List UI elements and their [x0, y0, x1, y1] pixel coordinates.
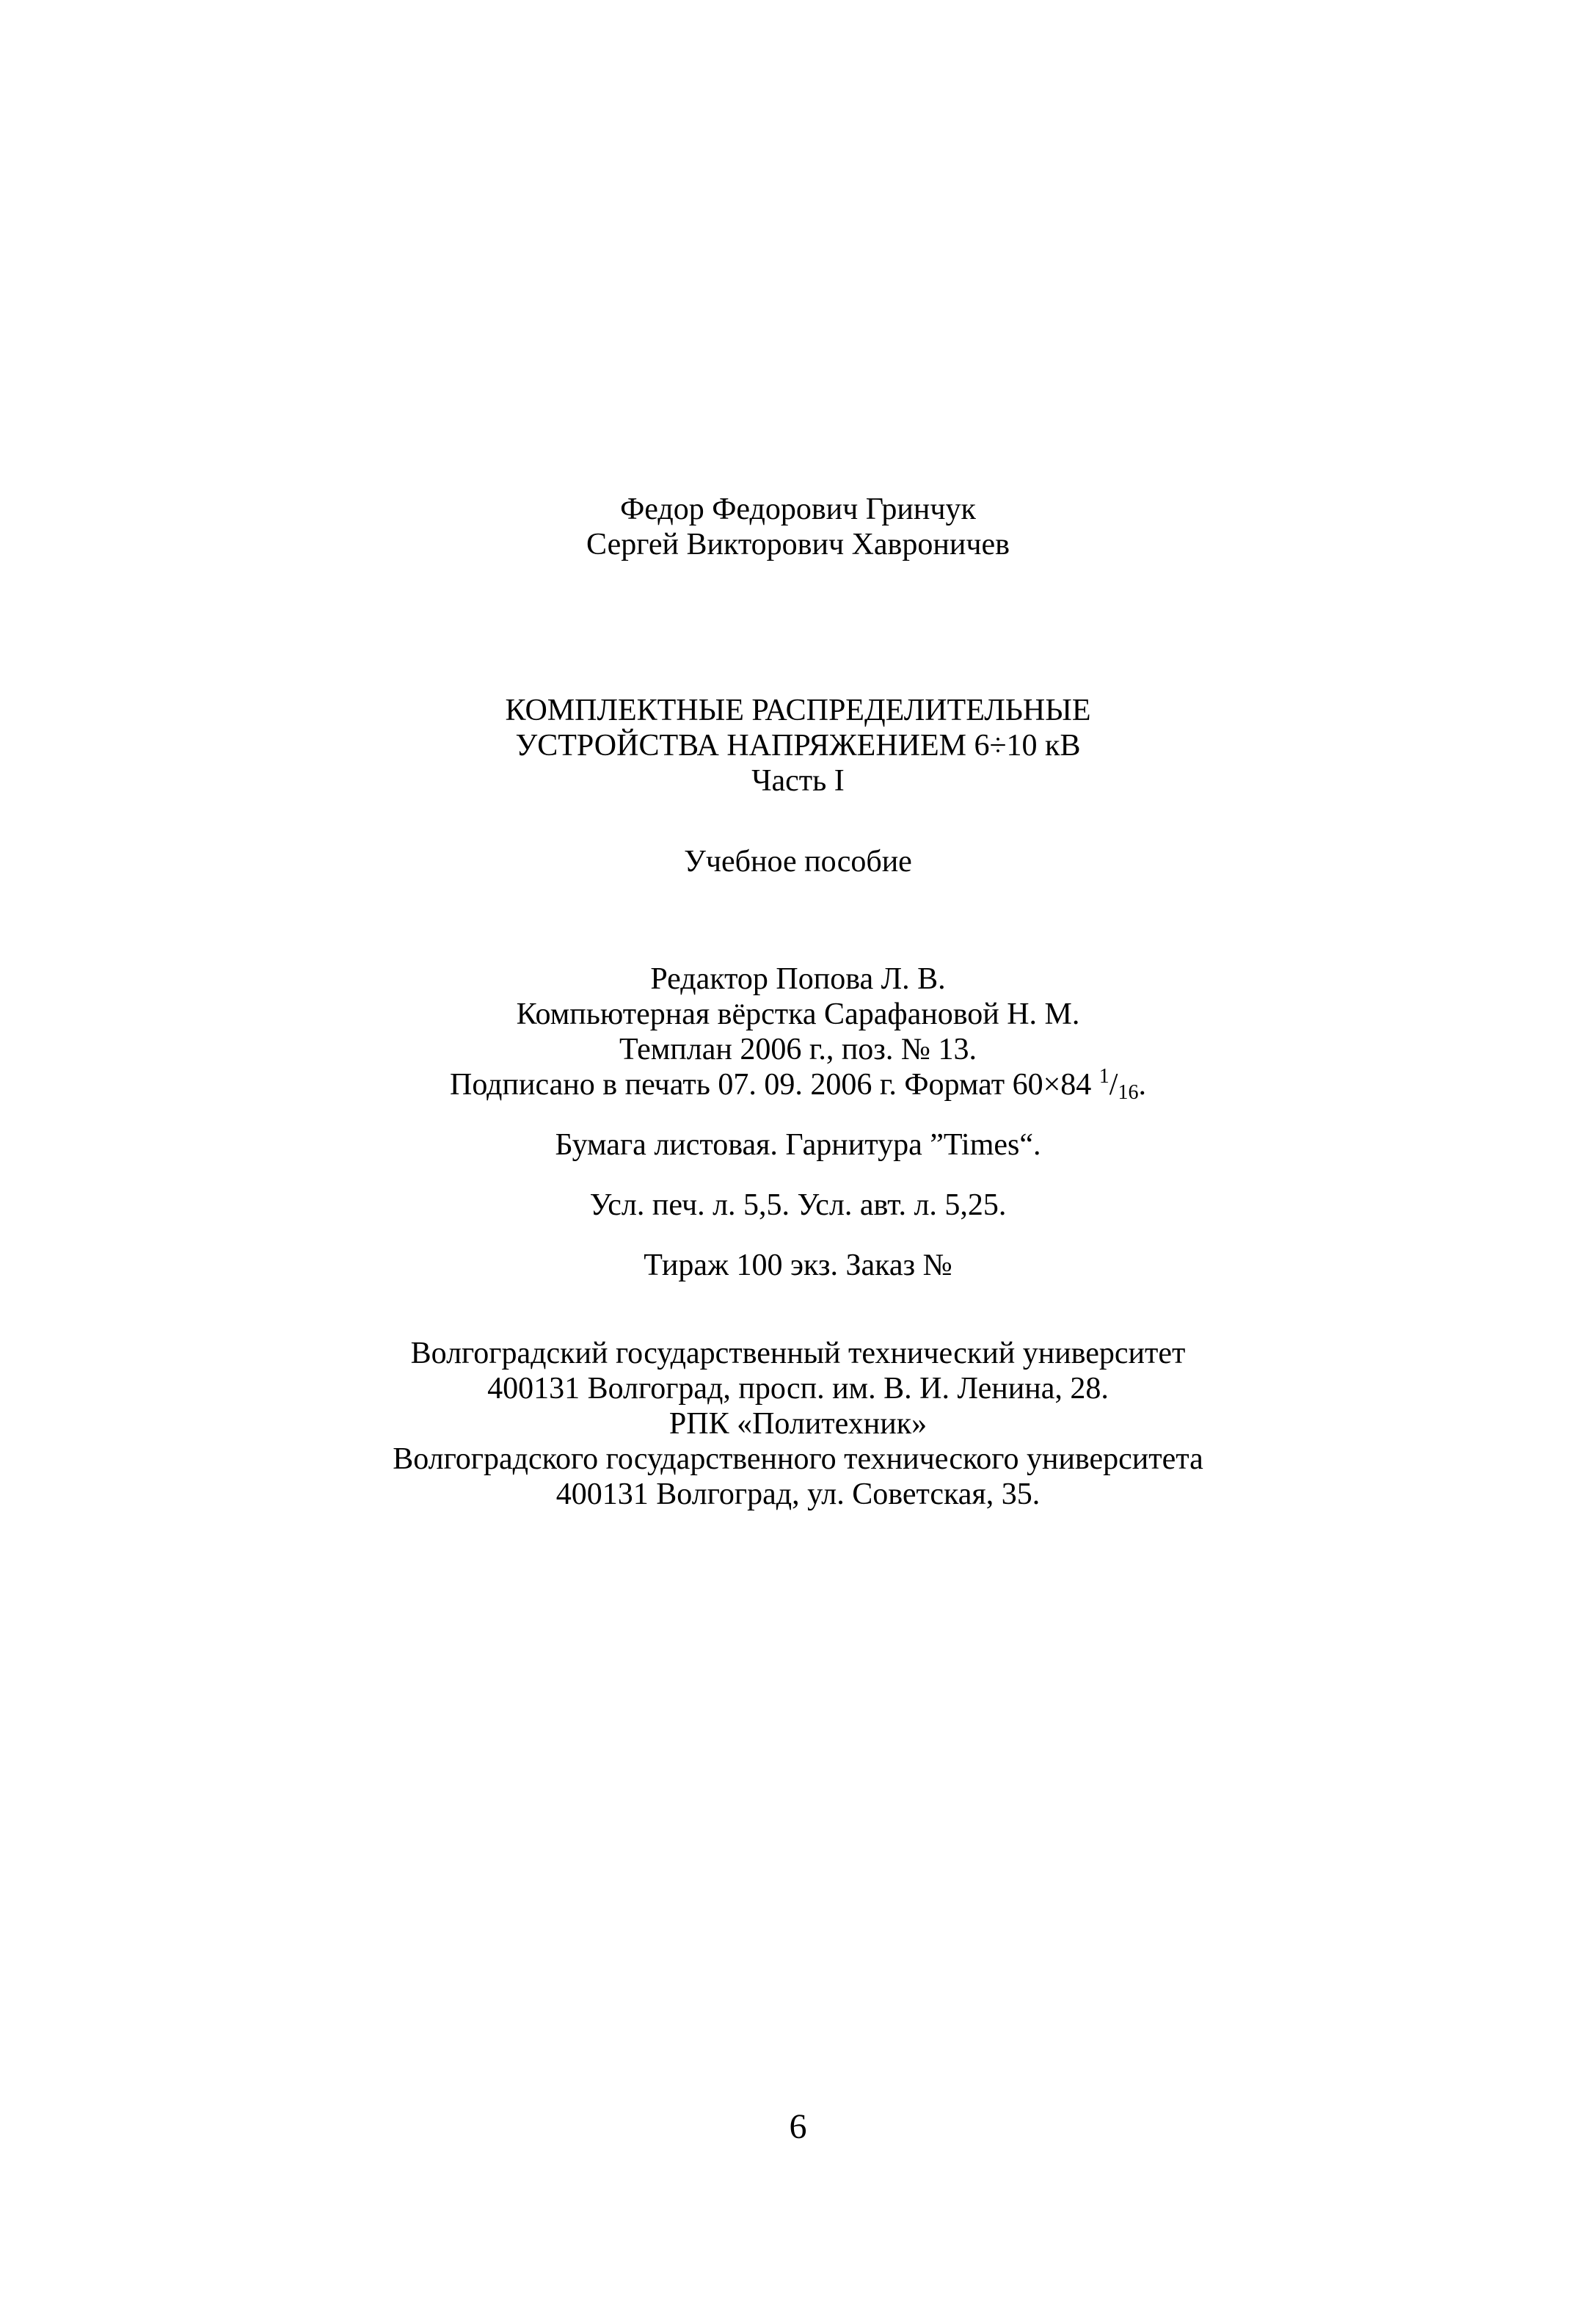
- page-number: 6: [789, 2107, 807, 2146]
- signed-prefix: Подписано в печать 07. 09. 2006 г. Формат 60×84: [450, 1068, 1099, 1102]
- format-slash: /: [1109, 1068, 1118, 1102]
- layout-line: Компьютерная вёрстка Сарафановой Н. М.: [516, 997, 1080, 1031]
- authors-block: [0, 492, 1596, 562]
- imprint-block: [0, 961, 1596, 1102]
- print-run-info: [0, 1248, 1596, 1283]
- print-sheets-info: [0, 1188, 1596, 1223]
- print-run-line: Тираж 100 экз. Заказ №: [644, 1248, 952, 1282]
- signed-format-line: [0, 1067, 1596, 1102]
- publisher-block: [0, 1336, 1596, 1512]
- paper-line: Бумага листовая. Гарнитура ”Times“.: [555, 1128, 1041, 1162]
- edition-type: [0, 844, 1596, 879]
- author-name: Федор Федорович Гринчук: [620, 492, 976, 526]
- publisher-line: 400131 Волгоград, ул. Советская, 35.: [555, 1477, 1041, 1511]
- print-sheets-line: Усл. печ. л. 5,5. Усл. авт. л. 5,25.: [589, 1188, 1007, 1222]
- book-title-block: [0, 693, 1596, 799]
- format-denominator: 16: [1118, 1081, 1139, 1104]
- paper-info: [0, 1127, 1596, 1163]
- format-suffix: .: [1138, 1068, 1146, 1102]
- author-name: Сергей Викторович Хавроничев: [586, 528, 1010, 561]
- templan-line: Темплан 2006 г., поз. № 13.: [619, 1033, 977, 1066]
- publisher-line: Волгоградского государственного технического университета: [393, 1442, 1203, 1476]
- publisher-line: 400131 Волгоград, просп. им. В. И. Ленина, 28.: [487, 1372, 1109, 1406]
- book-title-line: УСТРОЙСТВА НАПРЯЖЕНИЕМ 6÷10 кВ: [515, 729, 1081, 763]
- editor-line: Редактор Попова Л. В.: [650, 962, 946, 996]
- book-title-line: КОМПЛЕКТНЫЕ РАСПРЕДЕЛИТЕЛЬНЫЕ: [505, 694, 1091, 727]
- book-part: Часть I: [751, 764, 845, 798]
- publisher-line: Волгоградский государственный технический университет: [410, 1337, 1186, 1370]
- format-numerator: 1: [1098, 1065, 1109, 1088]
- publisher-line: РПК «Политехник»: [668, 1407, 928, 1441]
- edition-type-text: Учебное пособие: [684, 845, 912, 879]
